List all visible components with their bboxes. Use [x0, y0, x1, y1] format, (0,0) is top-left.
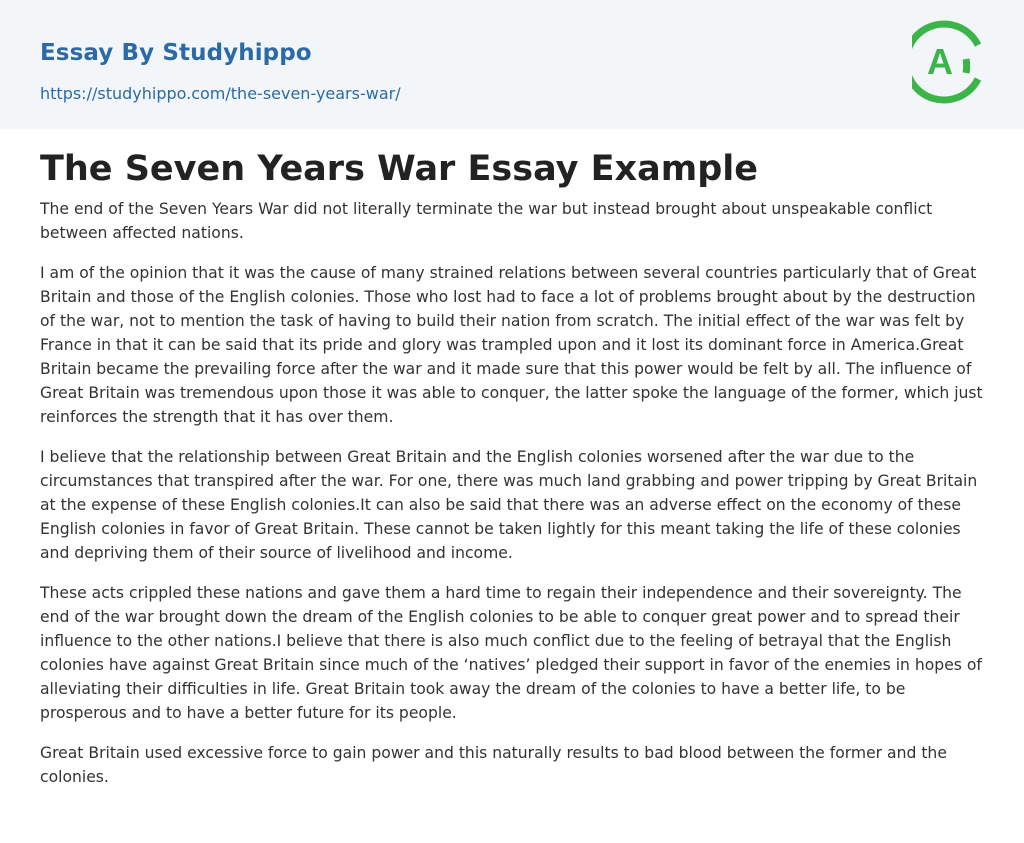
site-header	[0, 0, 1024, 129]
essay-paragraph-3: I believe that the relationship between Great Britain and the English colonies worsened after the war due to the circumstances that transpired after the war. For one, there was much land grabbing and power tripping by Great Britain at the expense of these English colonies.It can also be said that there was an adverse effect on the economy of these English colonies in favor of Great Britain. These cannot be taken lightly for this meant taking the life of these colonies and depriving them of their source of livelihood and income.	[40, 448, 978, 562]
essay-paragraph-1: The end of the Seven Years War did not literally terminate the war but instead brought about unspeakable conflict between affected nations.	[40, 200, 933, 242]
essay-paragraph-5: Great Britain used excessive force to gain power and this naturally results to bad blood between the former and the colonies.	[40, 744, 947, 786]
site-title[interactable]: Essay By Studyhippo	[40, 40, 312, 66]
essay-body	[0, 129, 1024, 789]
essay-paragraph-2: I am of the opinion that it was the cause of many strained relations between several countries particularly that of Great Britain and those of the English colonies. Those who lost had to face a lot of problems brought about by the destruction of the war, not to mention the task of having to build their nation from scratch. The initial effect of the war was felt by France in that it can be said that its pride and glory was trampled upon and it lost its dominant force in America.Great Britain became the prevailing force after the war and it made sure that this power would be felt by all. The influence of Great Britain was tremendous upon those it was able to conquer, the latter spoke the language of the former, which just reinforces the strength that it has over them.	[40, 264, 983, 426]
logo-letter: A	[927, 41, 953, 82]
essay-url-link[interactable]: https://studyhippo.com/the-seven-years-war/	[40, 84, 401, 103]
essay-title: The Seven Years War Essay Example	[40, 149, 758, 189]
studyhippo-logo-icon[interactable]	[912, 19, 988, 105]
essay-paragraph-4: These acts crippled these nations and gave them a hard time to regain their independence and their sovereignty. The end of the war brought down the dream of the English colonies to be able to conquer great power and to spread their influence to the other nations.I believe that there is also much conflict due to the feeling of betrayal that the English colonies have against Great Britain since much of the ‘natives’ pledged their support in favor of the enemies in hopes of alleviating their difficulties in life. Great Britain took away the dream of the colonies to have a better life, to be prosperous and to have a better future for its people.	[40, 584, 982, 722]
logo-ring-small-arc	[966, 59, 967, 73]
